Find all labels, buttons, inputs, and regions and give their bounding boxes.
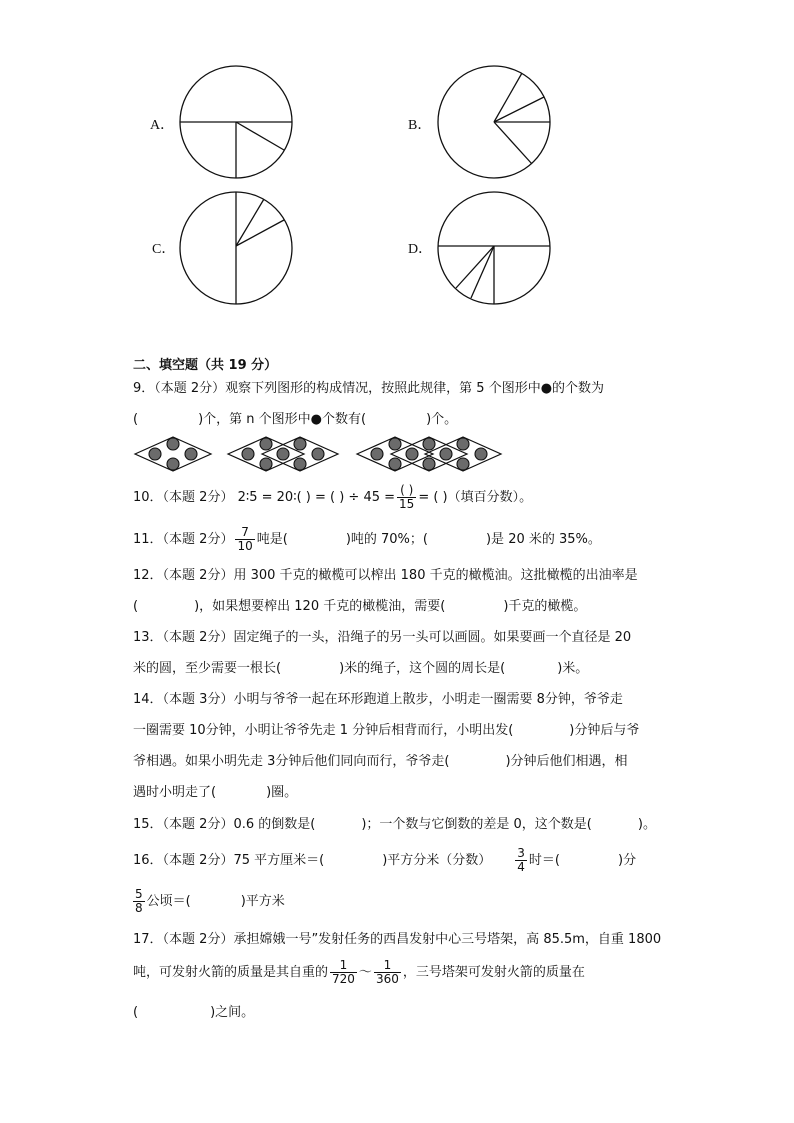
q17-line3 xyxy=(133,1004,254,1022)
option-c-label[interactable]: C． xyxy=(152,242,176,257)
q16-text-a: 16．（本题 2分）75 平方厘米＝( xyxy=(133,853,325,868)
pattern-figure-3 xyxy=(355,435,505,473)
q11-line xyxy=(133,522,601,558)
q9-blank1-open: ( xyxy=(133,412,139,427)
q12-text-mid: )，如果想要榨出 120 千克的橄榄油，需要( xyxy=(194,599,446,614)
q13-text-c: )米。 xyxy=(557,661,589,676)
q17-blank-open: ( xyxy=(133,1005,139,1020)
q17-fraction-2-denominator: 360 xyxy=(375,972,399,986)
q16-text-c: 时＝( xyxy=(528,853,560,868)
pattern-figure-2 xyxy=(226,435,340,473)
q14-line4 xyxy=(133,784,297,802)
q14-text-e: 遇时小明走了( xyxy=(133,785,217,800)
q11-fraction xyxy=(235,526,254,553)
pattern-figure-1 xyxy=(133,435,213,473)
q17-line2 xyxy=(133,955,585,991)
q17-tilde: ～ xyxy=(358,965,372,980)
q16-text-d: )分 xyxy=(618,853,637,868)
pie-chart-a xyxy=(178,64,294,180)
q10-fraction xyxy=(397,484,416,511)
q17-line1: 17．（本题 2分）承担嫦娥一号”发射任务的西昌发射中心三号塔架，高 85.5m，自重 1800 xyxy=(133,932,662,947)
q17-fraction-1-numerator: 1 xyxy=(330,959,357,973)
q9-text-end: )个。 xyxy=(426,412,458,427)
q12-blank1-open: ( xyxy=(133,599,139,614)
q16-line1 xyxy=(133,843,636,879)
q13-text-a: 米的圆，至少需要一根长( xyxy=(133,661,282,676)
q16-fraction-1-denominator: 4 xyxy=(517,860,525,874)
q15-line xyxy=(133,816,656,834)
q15-text-a: 15．（本题 2分）0.6 的倒数是( xyxy=(133,817,316,832)
option-d-label[interactable]: D． xyxy=(408,242,433,257)
q12-line2 xyxy=(133,598,586,616)
option-a-label[interactable]: A． xyxy=(150,118,175,133)
q16-text-f: )平方米 xyxy=(240,894,285,909)
q14-line1: 14．（本题 3分）小明与爷爷一起在环形跑道上散步，小明走一圈需要 8分钟，爷爷走 xyxy=(133,692,623,707)
q17-text-a: 吨，可发射火箭的质量是其自重的 xyxy=(133,965,329,980)
q17-fraction-1 xyxy=(330,959,357,986)
q9-text-mid: )个，第 n 个图形中●个数有( xyxy=(198,412,367,427)
q14-text-d: )分钟后他们相遇，相 xyxy=(505,754,628,769)
q10-fraction-denominator: 15 xyxy=(399,497,415,511)
pie-chart-d xyxy=(436,190,552,306)
q16-text-b: )平方分米（分数） xyxy=(382,853,492,868)
q16-fraction-1-numerator: 3 xyxy=(517,846,525,860)
q14-text-f: )圈。 xyxy=(266,785,298,800)
option-b-label[interactable]: B． xyxy=(408,118,432,133)
pie-chart-c xyxy=(178,190,294,306)
q14-text-b: )分钟后与爷 xyxy=(569,723,640,738)
pie-chart-b xyxy=(436,64,552,180)
q10-line xyxy=(133,480,532,516)
q17-text-b: ，三号塔架可发射火箭的质量在 xyxy=(402,965,585,980)
q16-line2 xyxy=(133,884,285,920)
q15-text-c: )。 xyxy=(637,817,656,832)
q16-fraction-2 xyxy=(133,888,145,915)
q16-fraction-2-denominator: 8 xyxy=(135,901,143,915)
q16-text-e: 公顷＝( xyxy=(146,894,191,909)
q10-text-a: 10．（本题 2分） 2∶5 = 20∶( ) = ( ) ÷ 45 = xyxy=(133,490,396,505)
q10-text-b: = ( )（填百分数）。 xyxy=(418,490,533,505)
q11-text-b: )吨的 70%；( xyxy=(345,532,428,547)
q16-fraction-2-numerator: 5 xyxy=(135,887,143,901)
q17-text-end: )之间。 xyxy=(210,1005,255,1020)
q13-line1: 13．（本题 2分）固定绳子的一头，沿绳子的另一头可以画圆。如果要画一个直径是 20 xyxy=(133,630,632,645)
section-title: 二、填空题（共 19 分） xyxy=(133,358,278,373)
q17-fraction-2 xyxy=(374,959,401,986)
q12-line1: 12．（本题 2分）用 300 千克的橄榄可以榨出 180 千克的橄榄油。这批橄榄的出油率是 xyxy=(133,568,638,583)
q14-line2 xyxy=(133,722,639,740)
q15-text-b: )；一个数与它倒数的差是 0，这个数是( xyxy=(361,817,592,832)
q14-text-a: 一圈需要 10分钟，小明让爷爷先走 1 分钟后相背而行，小明出发( xyxy=(133,723,514,738)
q17-fraction-1-denominator: 720 xyxy=(332,972,355,986)
q11-fraction-numerator: 7 xyxy=(235,526,254,540)
q12-text-end: )千克的橄榄。 xyxy=(503,599,587,614)
q14-text-c: 爷相遇。如果小明先走 3分钟后他们同向而行，爷爷走( xyxy=(133,754,450,769)
q13-text-b: )米的绳子，这个圆的周长是( xyxy=(339,661,506,676)
q11-fraction-denominator: 10 xyxy=(237,539,253,553)
q10-fraction-numerator[interactable]: ( ) xyxy=(397,484,416,498)
q11-text-a: 吨是( xyxy=(256,532,288,547)
q14-line3 xyxy=(133,753,628,771)
q16-fraction-1 xyxy=(515,847,527,874)
q9-line2 xyxy=(133,411,457,429)
q9-line1: 9．（本题 2分）观察下列图形的构成情况，按照此规律，第 5 个图形中●的个数为 xyxy=(133,381,605,396)
q13-line2 xyxy=(133,660,588,678)
q11-prefix: 11．（本题 2分） xyxy=(133,532,234,547)
q17-fraction-2-numerator: 1 xyxy=(374,959,401,973)
q11-text-c: )是 20 米的 35%。 xyxy=(485,532,601,547)
